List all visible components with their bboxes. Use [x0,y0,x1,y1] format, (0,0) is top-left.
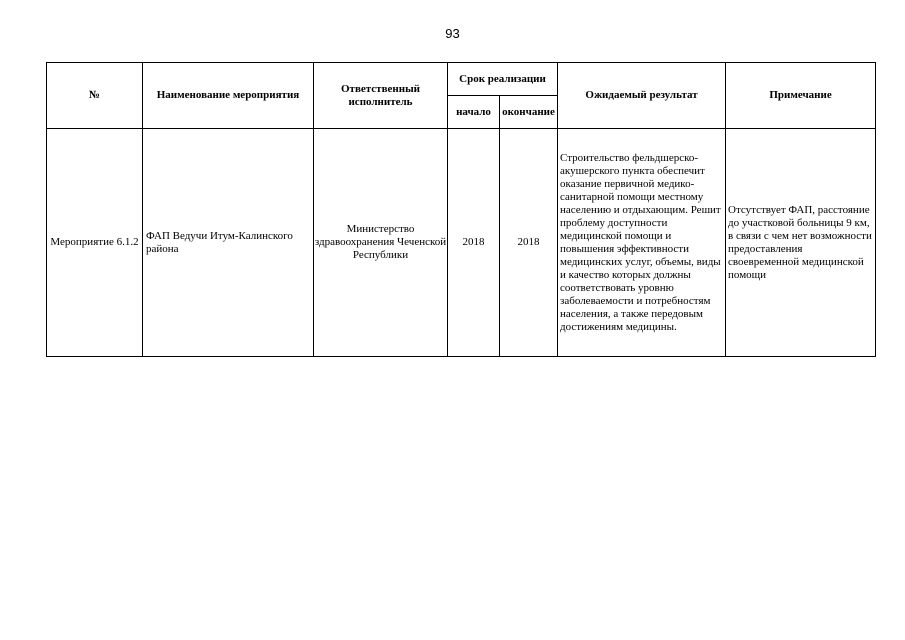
header-note: Примечание [726,63,876,129]
cell-note: Отсутствует ФАП, расстояние до участковой больницы 9 км, в связи с чем нет возможности предоставления своевременной медицинской помощи [726,129,876,357]
cell-responsible: Министерство здравоохранения Чеченской Республики [314,129,448,357]
activities-table [46,62,876,357]
cell-start: 2018 [448,129,500,357]
header-end: окончание [500,96,558,129]
cell-end: 2018 [500,129,558,357]
header-name: Наименование мероприятия [143,63,314,129]
header-period: Срок реализации [448,63,558,96]
page-number: 93 [445,26,460,41]
header-num: № [47,63,143,129]
header-result: Ожидаемый результат [558,63,726,129]
cell-num: Мероприятие 6.1.2 [47,129,143,357]
header-responsible: Ответственный исполнитель [314,63,448,129]
table-row [47,129,876,357]
cell-result: Строительство фельдшерско-акушерского пункта обеспечит оказание первичной медико-санитарной помощи местному населению и отдыхающим. Решит проблему доступности медицинской помощи и повышения эффективности медицинских услуг, объемы, виды и качество которых должны соответствовать уровню заболеваемости и потребностям населения, а также передовым достижениям медицины. [558,129,726,357]
cell-name: ФАП Ведучи Итум-Калинского района [143,129,314,357]
header-start: начало [448,96,500,129]
